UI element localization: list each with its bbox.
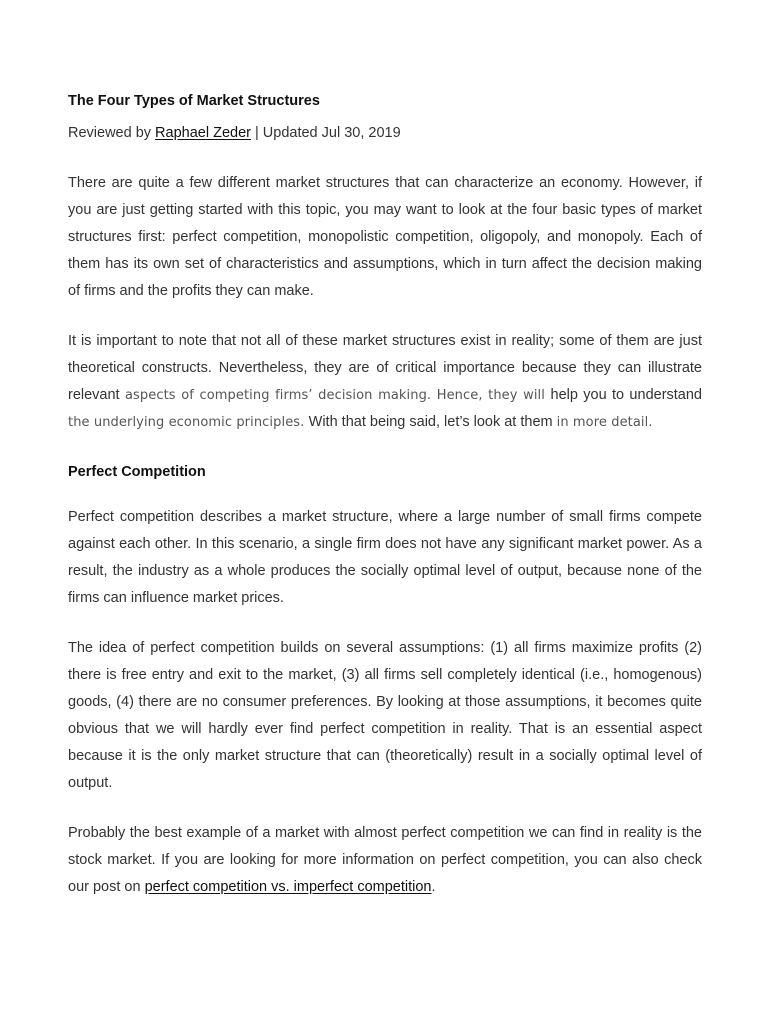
intro-2-part-c: help you to understand (550, 387, 702, 403)
intro-2-part-b: aspects of competing firms’ decision making. Hence, they will (124, 388, 551, 403)
article-title: The Four Types of Market Structures (68, 93, 320, 109)
perfect-competition-paragraph-3 (68, 820, 702, 901)
intro-paragraph-2 (68, 328, 702, 436)
intro-2-part-a: It is important to note that not all of these market structures exist in reality; some of them are just theoretical constructs. Nevertheless, they are of critical importance because they can illustrate relevant (68, 333, 702, 403)
byline (68, 120, 702, 147)
perfect-competition-paragraph-1: Perfect competition describes a market structure, where a large number of small firms compete against each other. In this scenario, a single firm does not have any significant market power. As a result, the industry as a whole produces the socially optimal level of output, because none of the firms can influence market prices. (68, 509, 702, 606)
article (68, 88, 702, 901)
intro-2-part-f: in more detail. (556, 415, 653, 430)
perfect-vs-imperfect-competition-link[interactable]: perfect competition vs. imperfect competition (144, 879, 432, 895)
byline-prefix: Reviewed by (68, 125, 156, 141)
intro-2-part-d: the underlying economic principles. (68, 415, 309, 430)
byline-suffix: | Updated Jul 30, 2019 (250, 125, 401, 141)
section-heading-perfect-competition: Perfect Competition (68, 464, 206, 480)
intro-2-part-e: With that being said, let’s look at them (308, 414, 557, 430)
perfect-competition-paragraph-2: The idea of perfect competition builds on several assumptions: (1) all firms maximize profits (2) there is free entry and exit to the market, (3) all firms sell completely identical (i.e., homogenous) goods, (4) there are no consumer preferences. By looking at those assumptions, it becomes quite obvious that we will hardly ever find perfect competition in reality. That is an essential aspect because it is the only market structure that can (theoretically) result in a socially optimal level of output. (68, 640, 702, 791)
author-link[interactable]: Raphael Zeder (155, 125, 251, 141)
pc-3-suffix: . (431, 879, 436, 895)
intro-paragraph-1: There are quite a few different market structures that can characterize an economy. However, if you are just getting started with this topic, you may want to look at the four basic types of market structures first: perfect competition, monopolistic competition, oligopoly, and monopoly. Each of them has its own set of characteristics and assumptions, which in turn affect the decision making of firms and the profits they can make. (68, 175, 702, 299)
pc-3-prefix: Probably the best example of a market with almost perfect competition we can find in reality is the stock market. If you are looking for more information on perfect competition, you can also check our post on (68, 825, 702, 895)
